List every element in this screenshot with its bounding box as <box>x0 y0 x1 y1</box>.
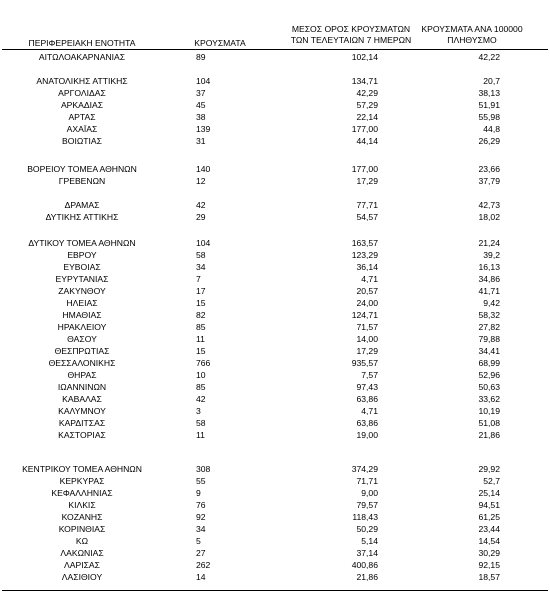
rate-per-100000-cell: 44,8 <box>483 124 500 134</box>
region-name-cell: ΑΧΑΪΑΣ <box>66 124 98 134</box>
region-name-cell: ΒΟΡΕΙΟΥ ΤΟΜΕΑ ΑΘΗΝΩΝ <box>27 164 137 174</box>
cases-cell: 29 <box>196 212 206 222</box>
cases-cell: 308 <box>196 464 211 474</box>
cases-cell: 11 <box>196 430 205 440</box>
average-7day-cell: 44,14 <box>356 136 378 146</box>
region-name-cell: ΛΑΚΩΝΙΑΣ <box>60 548 104 558</box>
rate-per-100000-cell: 52,96 <box>478 370 500 380</box>
region-name-cell: ΒΟΙΩΤΙΑΣ <box>62 136 102 146</box>
average-7day-cell: 50,29 <box>356 524 378 534</box>
rate-per-100000-cell: 23,44 <box>478 524 500 534</box>
average-7day-cell: 71,57 <box>356 322 378 332</box>
rate-per-100000-cell: 58,32 <box>478 310 500 320</box>
cases-cell: 140 <box>196 164 211 174</box>
table-row <box>0 369 550 381</box>
average-7day-cell: 63,86 <box>356 394 378 404</box>
average-7day-cell: 9,00 <box>361 488 378 498</box>
table-row <box>0 381 550 393</box>
cases-cell: 58 <box>196 418 206 428</box>
rate-per-100000-cell: 51,08 <box>478 418 500 428</box>
region-name-cell: ΔΡΑΜΑΣ <box>64 200 100 210</box>
rate-per-100000-cell: 68,99 <box>478 358 500 368</box>
average-7day-cell: 36,14 <box>356 262 378 272</box>
rate-per-100000-cell: 26,29 <box>478 136 500 146</box>
table-row <box>0 309 550 321</box>
header-cases-per-100000-line1: ΚΡΟΥΣΜΑΤΑ ΑΝΑ 100000 <box>421 24 523 34</box>
rate-per-100000-cell: 21,24 <box>478 238 500 248</box>
average-7day-cell: 102,14 <box>351 52 378 62</box>
table-row <box>0 523 550 535</box>
average-7day-cell: 71,71 <box>356 476 378 486</box>
region-name-cell: ΖΑΚΥΝΘΟΥ <box>58 286 106 296</box>
rate-per-100000-cell: 37,79 <box>478 176 500 186</box>
cases-cell: 15 <box>196 298 206 308</box>
table-row <box>0 559 550 571</box>
region-name-cell: ΛΑΣΙΘΙΟΥ <box>61 572 103 582</box>
cases-cell: 262 <box>196 560 211 570</box>
rate-per-100000-cell: 42,22 <box>478 52 500 62</box>
region-name-cell: ΑΙΤΩΛΟΑΚΑΡΝΑΝΙΑΣ <box>38 52 126 62</box>
table-row <box>0 175 550 187</box>
rate-per-100000-cell: 23,66 <box>478 164 500 174</box>
region-name-cell: ΘΑΣΟΥ <box>67 334 97 344</box>
average-7day-cell: 21,86 <box>356 572 378 582</box>
cases-cell: 85 <box>196 382 206 392</box>
table-row <box>0 237 550 249</box>
average-7day-cell: 163,57 <box>351 238 378 248</box>
average-7day-cell: 118,43 <box>352 512 378 522</box>
region-name-cell: ΓΡΕΒΕΝΩΝ <box>58 176 106 186</box>
table-row <box>0 417 550 429</box>
header-7day-average-line1: ΜΕΣΟΣ ΟΡΟΣ ΚΡΟΥΣΜΑΤΩΝ <box>291 24 411 34</box>
region-name-cell: ΗΡΑΚΛΕΙΟΥ <box>57 322 107 332</box>
region-name-cell: ΔΥΤΙΚΟΥ ΤΟΜΕΑ ΑΘΗΝΩΝ <box>28 238 136 248</box>
rate-per-100000-cell: 25,14 <box>478 488 500 498</box>
rate-per-100000-cell: 16,13 <box>478 262 500 272</box>
cases-cell: 38 <box>196 112 206 122</box>
table-row <box>0 333 550 345</box>
region-name-cell: ΚΩ <box>75 536 89 546</box>
cases-cell: 82 <box>196 310 206 320</box>
cases-cell: 76 <box>196 500 206 510</box>
cases-cell: 34 <box>196 262 206 272</box>
cases-cell: 15 <box>196 346 206 356</box>
cases-cell: 55 <box>196 476 206 486</box>
table-row <box>0 393 550 405</box>
rate-per-100000-cell: 18,57 <box>478 572 500 582</box>
average-7day-cell: 5,14 <box>361 536 378 546</box>
rate-per-100000-cell: 92,15 <box>478 560 500 570</box>
region-name-cell: ΘΕΣΠΡΩΤΙΑΣ <box>54 346 110 356</box>
average-7day-cell: 79,57 <box>356 500 378 510</box>
table-row <box>0 87 550 99</box>
header-cases: ΚΡΟΥΣΜΑΤΑ <box>194 38 246 48</box>
header-region: ΠΕΡΙΦΕΡΕΙΑΚΗ ΕΝΟΤΗΤΑ <box>28 38 136 48</box>
header-7day-average-line2: ΤΩΝ ΤΕΛΕΥΤΑΙΩΝ 7 ΗΜΕΡΩΝ <box>290 35 412 45</box>
rate-per-100000-cell: 52,7 <box>483 476 500 486</box>
region-name-cell: ΑΝΑΤΟΛΙΚΗΣ ΑΤΤΙΚΗΣ <box>36 76 128 86</box>
cases-cell: 11 <box>196 334 205 344</box>
rate-per-100000-cell: 21,86 <box>478 430 500 440</box>
table-row <box>0 199 550 211</box>
region-name-cell: ΚΑΒΑΛΑΣ <box>62 394 102 404</box>
rate-per-100000-cell: 27,82 <box>478 322 500 332</box>
cases-cell: 104 <box>196 76 211 86</box>
table-bottom-divider <box>2 590 548 591</box>
region-name-cell: ΚΑΣΤΟΡΙΑΣ <box>58 430 106 440</box>
table-row <box>0 405 550 417</box>
cases-cell: 139 <box>196 124 211 134</box>
average-7day-cell: 20,57 <box>356 286 378 296</box>
table-row <box>0 249 550 261</box>
average-7day-cell: 134,71 <box>351 76 378 86</box>
average-7day-cell: 63,86 <box>356 418 378 428</box>
table-row <box>0 111 550 123</box>
table-row <box>0 321 550 333</box>
average-7day-cell: 54,57 <box>356 212 378 222</box>
average-7day-cell: 22,14 <box>356 112 378 122</box>
rate-per-100000-cell: 14,54 <box>478 536 500 546</box>
table-row <box>0 429 550 441</box>
region-name-cell: ΕΥΒΟΙΑΣ <box>63 262 101 272</box>
table-row <box>0 273 550 285</box>
cases-cell: 7 <box>196 274 201 284</box>
average-7day-cell: 7,57 <box>361 370 378 380</box>
region-name-cell: ΑΡΚΑΔΙΑΣ <box>60 100 104 110</box>
cases-cell: 5 <box>196 536 201 546</box>
average-7day-cell: 123,29 <box>351 250 378 260</box>
rate-per-100000-cell: 79,88 <box>478 334 500 344</box>
average-7day-cell: 77,71 <box>356 200 378 210</box>
cases-cell: 85 <box>196 322 206 332</box>
region-name-cell: ΛΑΡΙΣΑΣ <box>64 560 100 570</box>
average-7day-cell: 4,71 <box>361 406 378 416</box>
table-row <box>0 99 550 111</box>
table-row <box>0 261 550 273</box>
table-row <box>0 357 550 369</box>
table-row <box>0 535 550 547</box>
header-cases-per-100000-line2: ΠΛΗΘΥΣΜΟ <box>447 35 497 45</box>
cases-cell: 10 <box>196 370 206 380</box>
cases-cell: 42 <box>196 200 206 210</box>
cases-cell: 92 <box>196 512 206 522</box>
rate-per-100000-cell: 39,2 <box>483 250 500 260</box>
rate-per-100000-cell: 50,63 <box>478 382 500 392</box>
table-row <box>0 463 550 475</box>
cases-cell: 3 <box>196 406 201 416</box>
rate-per-100000-cell: 41,71 <box>478 286 500 296</box>
region-name-cell: ΚΕΝΤΡΙΚΟΥ ΤΟΜΕΑ ΑΘΗΝΩΝ <box>22 464 142 474</box>
region-name-cell: ΗΛΕΙΑΣ <box>66 298 98 308</box>
rate-per-100000-cell: 9,42 <box>483 298 500 308</box>
table-row <box>0 571 550 583</box>
cases-cell: 17 <box>196 286 206 296</box>
table-row <box>0 475 550 487</box>
region-name-cell: ΑΡΤΑΣ <box>68 112 96 122</box>
table-row <box>0 135 550 147</box>
cases-cell: 9 <box>196 488 201 498</box>
cases-cell: 58 <box>196 250 206 260</box>
average-7day-cell: 19,00 <box>356 430 378 440</box>
average-7day-cell: 17,29 <box>356 346 378 356</box>
cases-cell: 45 <box>196 100 206 110</box>
table-row <box>0 547 550 559</box>
region-name-cell: ΘΗΡΑΣ <box>67 370 97 380</box>
average-7day-cell: 14,00 <box>356 334 378 344</box>
table-row <box>0 487 550 499</box>
cases-cell: 34 <box>196 524 206 534</box>
table-row <box>0 163 550 175</box>
average-7day-cell: 177,00 <box>351 164 378 174</box>
table-row <box>0 499 550 511</box>
region-name-cell: ΚΙΛΚΙΣ <box>68 500 96 510</box>
cases-cell: 27 <box>196 548 206 558</box>
rate-per-100000-cell: 29,92 <box>478 464 500 474</box>
rate-per-100000-cell: 10,19 <box>478 406 500 416</box>
table-row <box>0 75 550 87</box>
region-name-cell: ΚΑΛΥΜΝΟΥ <box>58 406 106 416</box>
cases-cell: 12 <box>196 176 206 186</box>
rate-per-100000-cell: 18,02 <box>478 212 500 222</box>
region-name-cell: ΗΜΑΘΙΑΣ <box>62 310 102 320</box>
average-7day-cell: 124,71 <box>351 310 378 320</box>
rate-per-100000-cell: 42,73 <box>478 200 500 210</box>
cases-cell: 42 <box>196 394 206 404</box>
table-row <box>0 211 550 223</box>
region-name-cell: ΕΥΡΥΤΑΝΙΑΣ <box>55 274 109 284</box>
cases-cell: 89 <box>196 52 206 62</box>
rate-per-100000-cell: 61,25 <box>478 512 500 522</box>
rate-per-100000-cell: 38,13 <box>478 88 500 98</box>
average-7day-cell: 42,29 <box>356 88 378 98</box>
region-name-cell: ΚΑΡΔΙΤΣΑΣ <box>58 418 106 428</box>
cases-cell: 766 <box>196 358 211 368</box>
cases-cell: 31 <box>196 136 206 146</box>
rate-per-100000-cell: 34,86 <box>478 274 500 284</box>
region-name-cell: ΚΟΡΙΝΘΙΑΣ <box>58 524 106 534</box>
average-7day-cell: 97,43 <box>356 382 378 392</box>
table-row <box>0 297 550 309</box>
rate-per-100000-cell: 94,51 <box>478 500 500 510</box>
table-row <box>0 285 550 297</box>
rate-per-100000-cell: 51,91 <box>478 100 500 110</box>
average-7day-cell: 400,86 <box>351 560 378 570</box>
table-row <box>0 345 550 357</box>
region-name-cell: ΔΥΤΙΚΗΣ ΑΤΤΙΚΗΣ <box>45 212 119 222</box>
region-name-cell: ΕΒΡΟΥ <box>67 250 97 260</box>
rate-per-100000-cell: 55,98 <box>478 112 500 122</box>
rate-per-100000-cell: 33,62 <box>478 394 500 404</box>
average-7day-cell: 24,00 <box>356 298 378 308</box>
average-7day-cell: 57,29 <box>356 100 378 110</box>
cases-cell: 37 <box>196 88 206 98</box>
average-7day-cell: 17,29 <box>356 176 378 186</box>
region-name-cell: ΘΕΣΣΑΛΟΝΙΚΗΣ <box>48 358 116 368</box>
average-7day-cell: 374,29 <box>351 464 378 474</box>
table-row <box>0 51 550 63</box>
rate-per-100000-cell: 20,7 <box>483 76 500 86</box>
cases-cell: 14 <box>196 572 206 582</box>
average-7day-cell: 37,14 <box>356 548 378 558</box>
rate-per-100000-cell: 30,29 <box>478 548 500 558</box>
region-name-cell: ΑΡΓΟΛΙΔΑΣ <box>58 88 106 98</box>
region-name-cell: ΚΕΦΑΛΛΗΝΙΑΣ <box>51 488 113 498</box>
region-name-cell: ΚΟΖΑΝΗΣ <box>61 512 103 522</box>
table-row <box>0 123 550 135</box>
table-row <box>0 511 550 523</box>
rate-per-100000-cell: 34,41 <box>478 346 500 356</box>
average-7day-cell: 935,57 <box>351 358 378 368</box>
region-name-cell: ΙΩΑΝΝΙΝΩΝ <box>57 382 107 392</box>
region-name-cell: ΚΕΡΚΥΡΑΣ <box>59 476 105 486</box>
average-7day-cell: 4,71 <box>361 274 378 284</box>
cases-cell: 104 <box>196 238 211 248</box>
average-7day-cell: 177,00 <box>351 124 378 134</box>
